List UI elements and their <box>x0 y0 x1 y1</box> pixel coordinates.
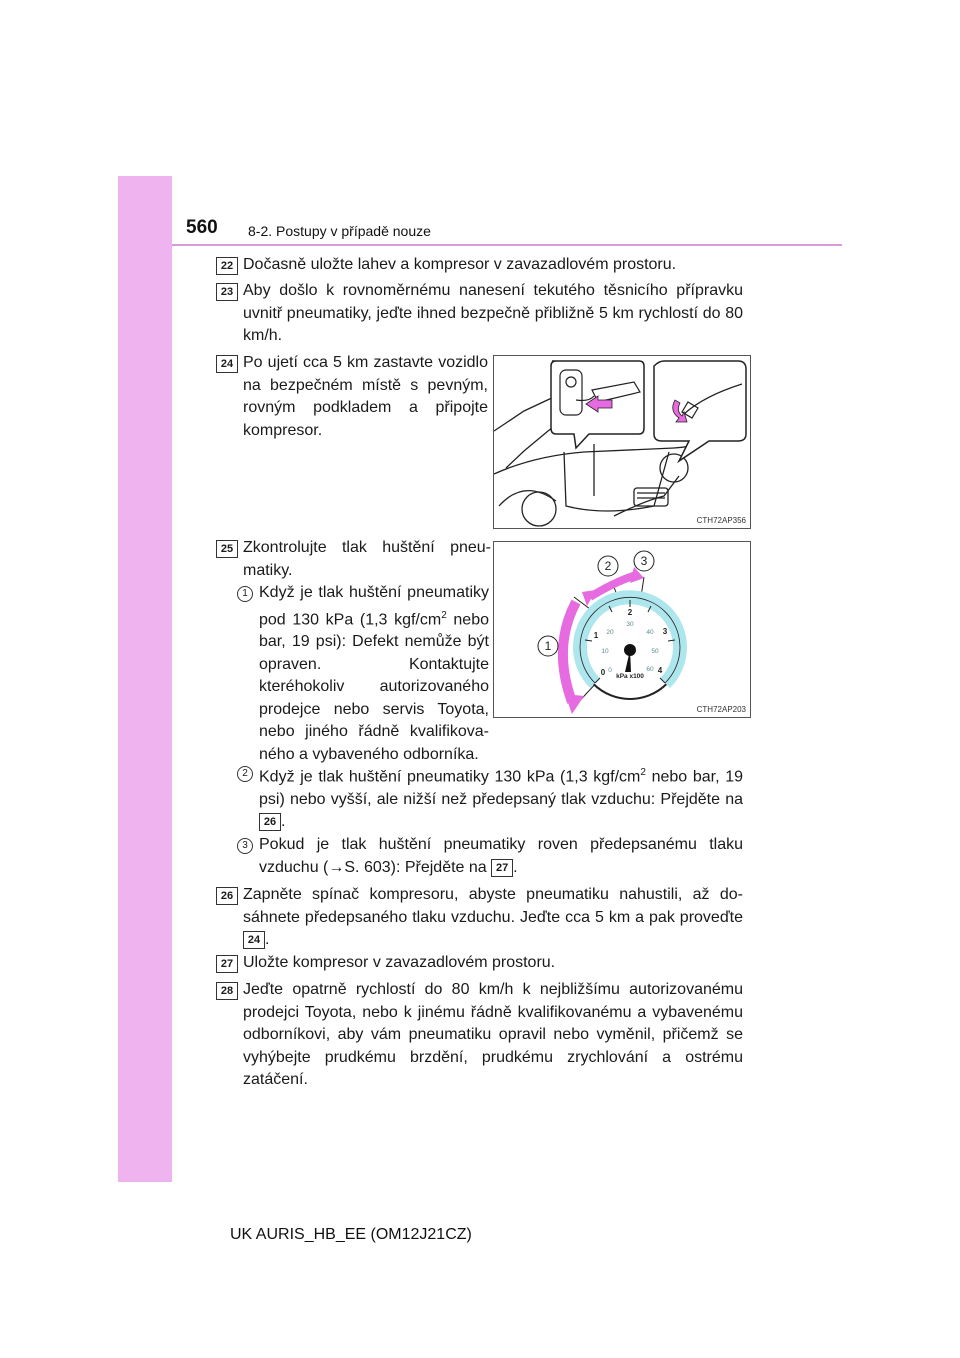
car-compressor-illustration <box>494 356 750 528</box>
callout-2: 2 <box>604 559 612 573</box>
outer-tick-3: 3 <box>662 627 668 636</box>
step-ref-24: 24 <box>243 931 265 949</box>
step-ref-27: 27 <box>491 859 513 877</box>
step-number-24: 24 <box>216 355 238 373</box>
compressor-connection-figure <box>493 355 751 529</box>
substep-text-1: Když je tlak huštění pneumatiky pod 130 kPa (1,3 kgf/$cm^2$ nebo bar, 19 psi): Defekt nemůže být opraven. Kontaktujte kteréhokoliv autorizovaného prodejce nebo servis Toyota, nebo jiného řádně kvalifikovaného a vybaveného odborníka. <box>259 584 489 763</box>
outer-tick-0: 0 <box>600 668 606 677</box>
step-text-27: Uložte kompresor v zavazadlovém prostoru. <box>243 954 556 971</box>
callout-3: 3 <box>640 554 648 568</box>
substep-text-2: Když je tlak huštění pneumatiky 130 kPa (1,3 kgf/$cm^2$ nebo bar, 19 psi) nebo vyšší, ale nižší než předepsaný tlak vzduchu: Přejděte na 26 . <box>259 767 743 831</box>
outer-tick-2: 2 <box>627 608 633 617</box>
inner-tick-30: 30 <box>626 621 634 628</box>
step-number-23: 23 <box>216 283 238 301</box>
callout-1: 1 <box>544 639 552 653</box>
figure-code: CTH72AP356 <box>696 516 746 525</box>
step-number-28: 28 <box>216 982 238 1000</box>
step-number-25: 25 <box>216 540 238 558</box>
substep-text-3: Pokud je tlak huštění pneumatiky roven předepsanému tlaku vzduchu (→S. 603): Přejděte na 27 . <box>259 836 743 876</box>
step-ref-26: 26 <box>259 813 281 831</box>
step-text-28: Jeďte opatrně rychlostí do 80 km/h k nejbližšímu autorizovanému prodejci Toyota, nebo k jinému řádně kvalifikovanému a vybavenému odborníkovi, aby vám pneumatiku opravil nebo vyměnil, přičemž se vyhýbejte prudkému brzdění, prudkému zrychlování a ostrému zatáčení. <box>243 981 743 1088</box>
step-number-26: 26 <box>216 887 238 905</box>
step-text-22: Dočasně uložte lahev a kompresor v zavazadlovém prostoru. <box>243 256 677 273</box>
substep-number-1: 1 <box>237 586 253 602</box>
substep-number-2: 2 <box>237 766 253 782</box>
page-number: 560 <box>186 217 218 238</box>
inner-tick-10: 10 <box>601 648 609 655</box>
outer-tick-4: 4 <box>657 666 663 675</box>
step-text-26: Zapněte spínač kompresoru, abyste pneumatiku nahustili, až dosáhnete předepsaného tlaku vzduchu. Jeďte cca 5 km a pak proveďte 24 . <box>243 886 743 948</box>
section-title: 8-2. Postupy v případě nouze <box>248 223 431 239</box>
pressure-gauge-figure <box>493 541 751 718</box>
step-text-25: Zkontrolujte tlak huštění pneumatiky. <box>243 539 491 579</box>
footer-document-code: UK AURIS_HB_EE (OM12J21CZ) <box>230 1226 472 1243</box>
inner-tick-20: 20 <box>606 629 614 636</box>
gauge-unit: kPa x100 <box>616 673 644 680</box>
substep-number-3: 3 <box>237 838 253 854</box>
step-number-22: 22 <box>216 257 238 275</box>
step-text-23: Aby došlo k rovnoměrnému nanesení tekutého těsnicího přípravku uvnitř pneumatiky, jeďte ihned bezpečně přibližně 5 km rychlostí do 80 km/h. <box>243 282 743 344</box>
pressure-gauge-illustration <box>494 542 750 717</box>
figure-code: CTH72AP203 <box>696 705 746 714</box>
step-number-27: 27 <box>216 955 238 973</box>
inner-tick-0: 0 <box>608 667 612 674</box>
inner-tick-60: 60 <box>646 666 654 673</box>
step-text-24: Po ujetí cca 5 km zastavte vozidlo na bezpečném místě s pevným, rovným podkladem a připojte kompresor. <box>243 354 488 439</box>
header-divider <box>172 244 842 246</box>
inner-tick-40: 40 <box>646 629 654 636</box>
outer-tick-1: 1 <box>593 631 599 640</box>
section-tab <box>118 176 172 1182</box>
inner-tick-50: 50 <box>651 648 659 655</box>
